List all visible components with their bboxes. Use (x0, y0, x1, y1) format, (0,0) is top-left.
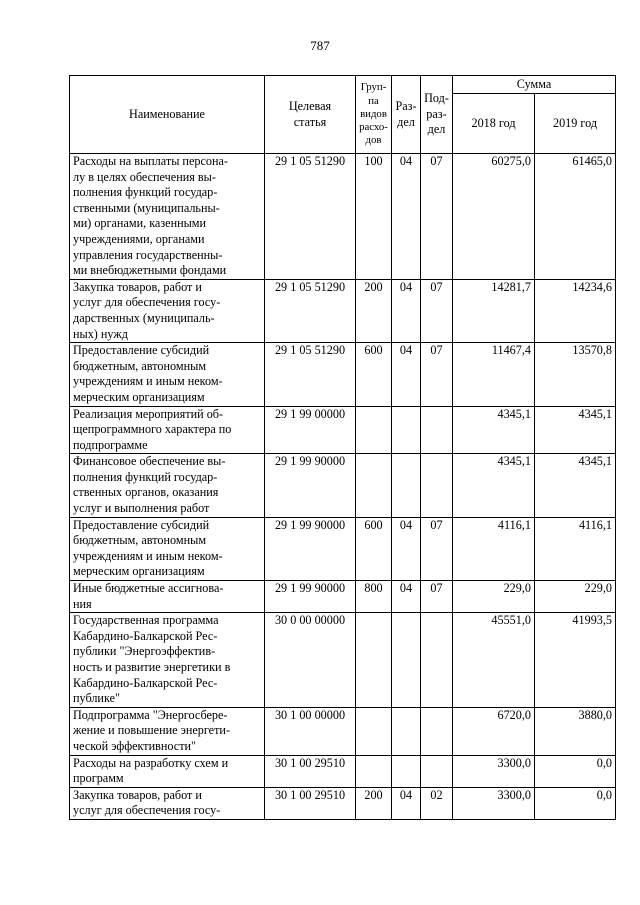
page-number: 787 (310, 38, 330, 53)
table-row (70, 343, 616, 406)
header-subsection-l1: Под- (424, 91, 449, 106)
header-group-l3: видов (360, 107, 387, 120)
row-name-line: Иные бюджетные ассигнова- (73, 581, 224, 596)
row-name-line: Кабардино-Балкарской Рес- (73, 628, 218, 643)
header-expense-group (356, 76, 392, 154)
row-name (70, 755, 265, 787)
row-name (70, 613, 265, 708)
row-subsection: 02 (421, 787, 453, 819)
table-row (70, 517, 616, 580)
row-name-line: Реализация мероприятий об- (73, 406, 224, 421)
row-name-line: ных) нужд (73, 326, 128, 341)
row-name-line: публике" (73, 691, 120, 706)
row-expense-group (356, 613, 392, 708)
row-section (392, 613, 421, 708)
row-name-line: бюджетным, автономным (73, 533, 207, 548)
row-subsection (421, 454, 453, 517)
row-sum-2019: 13570,8 (535, 343, 616, 406)
row-name-line: ми) органами, казенными (73, 216, 207, 231)
budget-table (69, 75, 616, 820)
row-name-line: учреждениям и иным неком- (73, 548, 223, 563)
row-name (70, 581, 265, 613)
row-name-line: Расходы на разработку схем и (73, 755, 229, 770)
row-name-line: полнения функций государ- (73, 469, 218, 484)
row-section (392, 707, 421, 755)
row-target-article: 30 1 00 29510 (265, 787, 356, 819)
header-section-l1: Раз- (395, 98, 417, 113)
row-expense-group: 600 (356, 343, 392, 406)
row-name-line: ческой эффективности" (73, 738, 197, 753)
row-target-article: 30 1 00 29510 (265, 755, 356, 787)
row-name-line: ственными (муниципальны- (73, 200, 220, 215)
row-name-line: Предоставление субсидий (73, 343, 210, 358)
row-sum-2019: 4116,1 (535, 517, 616, 580)
row-target-article: 30 1 00 00000 (265, 707, 356, 755)
row-expense-group (356, 755, 392, 787)
header-group-l1: Груп- (360, 81, 387, 94)
row-sum-2018: 45551,0 (453, 613, 535, 708)
row-section: 04 (392, 517, 421, 580)
row-name-line: управления государственны- (73, 247, 223, 262)
row-name (70, 787, 265, 819)
row-subsection (421, 755, 453, 787)
row-name-line: учреждениями, органами (73, 231, 205, 246)
row-sum-2018: 4116,1 (453, 517, 535, 580)
row-sum-2019: 4345,1 (535, 454, 616, 517)
row-name-line: ность и развитие энергетики в (73, 660, 231, 674)
row-subsection: 07 (421, 279, 453, 342)
row-sum-2018: 6720,0 (453, 707, 535, 755)
row-name-line: услуг для обеспечения госу- (73, 803, 221, 818)
row-expense-group: 800 (356, 581, 392, 613)
row-name-line: услуг и выполнения работ (73, 501, 210, 516)
row-target-article: 29 1 05 51290 (265, 343, 356, 406)
row-subsection: 07 (421, 517, 453, 580)
row-name-line: Закупка товаров, работ и (73, 787, 202, 802)
row-name-line: дарственных (муниципаль- (73, 310, 215, 325)
table-row (70, 279, 616, 342)
row-section: 04 (392, 581, 421, 613)
table-row (70, 581, 616, 613)
row-name-line: лу в целях обеспечения вы- (73, 169, 216, 184)
row-name-line: ми внебюджетными фондами (73, 263, 227, 278)
table-row (70, 454, 616, 517)
row-name-line: учреждениям и иным неком- (73, 374, 223, 389)
row-name (70, 279, 265, 342)
row-sum-2019: 41993,5 (535, 613, 616, 708)
row-sum-2018: 4345,1 (453, 406, 535, 454)
row-target-article: 30 0 00 00000 (265, 613, 356, 708)
table-row (70, 613, 616, 708)
row-name-line: жение и повышение энергети- (73, 723, 231, 738)
row-name-line: Расходы на выплаты персона- (73, 154, 228, 168)
row-section: 04 (392, 343, 421, 406)
row-target-article: 29 1 99 00000 (265, 406, 356, 454)
header-year-2019: 2019 год (535, 94, 616, 154)
row-sum-2018: 11467,4 (453, 343, 535, 406)
row-sum-2018: 4345,1 (453, 454, 535, 517)
header-group-l4: расхо- (359, 121, 388, 134)
row-sum-2019: 61465,0 (535, 154, 616, 280)
row-name-line: ния (73, 596, 92, 611)
header-group-l2: па (368, 94, 379, 107)
row-name-line: мерческим организациям (73, 564, 205, 579)
row-expense-group: 200 (356, 787, 392, 819)
row-expense-group: 600 (356, 517, 392, 580)
table-row (70, 154, 616, 280)
row-name (70, 343, 265, 406)
row-sum-2018: 3300,0 (453, 787, 535, 819)
row-name (70, 517, 265, 580)
header-group-l5: дов (365, 134, 382, 147)
table-row (70, 787, 616, 819)
row-sum-2019: 0,0 (535, 755, 616, 787)
table-body (70, 154, 616, 820)
header-name: Наименование (70, 76, 265, 154)
row-section (392, 454, 421, 517)
row-subsection (421, 406, 453, 454)
header-sum: Сумма (453, 76, 616, 94)
row-subsection: 07 (421, 343, 453, 406)
row-sum-2018: 229,0 (453, 581, 535, 613)
row-sum-2018: 14281,7 (453, 279, 535, 342)
row-section: 04 (392, 279, 421, 342)
row-expense-group (356, 707, 392, 755)
header-section-l2: дел (397, 114, 415, 129)
row-name-line: ственных органов, оказания (73, 485, 219, 500)
header-target-line1: Целевая (288, 98, 332, 113)
row-name-line: Предоставление субсидий (73, 517, 210, 532)
row-target-article: 29 1 99 90000 (265, 581, 356, 613)
table-header (70, 76, 616, 154)
row-section: 04 (392, 154, 421, 280)
row-sum-2019: 14234,6 (535, 279, 616, 342)
row-expense-group (356, 454, 392, 517)
row-sum-2019: 229,0 (535, 581, 616, 613)
row-name-line: мерческим организациям (73, 389, 205, 404)
row-name-line: услуг для обеспечения госу- (73, 295, 221, 310)
row-sum-2019: 3880,0 (535, 707, 616, 755)
row-expense-group: 200 (356, 279, 392, 342)
header-subsection (421, 76, 453, 154)
row-name-line: полнения функций государ- (73, 185, 218, 200)
row-name-line: Подпрограмма "Энергосбере- (73, 707, 228, 722)
row-name-line: публики "Энергоэффектив- (73, 644, 216, 659)
row-expense-group (356, 406, 392, 454)
row-subsection (421, 707, 453, 755)
table-row (70, 707, 616, 755)
row-name (70, 406, 265, 454)
row-section (392, 755, 421, 787)
row-sum-2019: 4345,1 (535, 406, 616, 454)
row-name-line: Государственная программа (73, 613, 219, 628)
table-row (70, 755, 616, 787)
row-name-line: Закупка товаров, работ и (73, 279, 202, 294)
row-name (70, 454, 265, 517)
row-name-line: Финансовое обеспечение вы- (73, 454, 226, 469)
row-name-line: бюджетным, автономным (73, 358, 207, 373)
row-section (392, 406, 421, 454)
row-name-line: щепрограммного характера по (73, 422, 232, 437)
header-target-article (265, 76, 356, 154)
row-sum-2019: 0,0 (535, 787, 616, 819)
row-subsection (421, 613, 453, 708)
row-name-line: подпрограмме (73, 437, 148, 452)
row-expense-group: 100 (356, 154, 392, 280)
row-name-line: Кабардино-Балкарской Рес- (73, 675, 218, 690)
header-subsection-l2: раз- (426, 106, 447, 121)
row-sum-2018: 3300,0 (453, 755, 535, 787)
row-target-article: 29 1 05 51290 (265, 154, 356, 280)
row-subsection: 07 (421, 154, 453, 280)
header-target-line2: статья (293, 114, 327, 129)
header-section (392, 76, 421, 154)
row-target-article: 29 1 99 90000 (265, 517, 356, 580)
row-target-article: 29 1 99 90000 (265, 454, 356, 517)
table-row (70, 406, 616, 454)
header-year-2018: 2018 год (453, 94, 535, 154)
row-section: 04 (392, 787, 421, 819)
row-subsection: 07 (421, 581, 453, 613)
row-name (70, 707, 265, 755)
row-name (70, 154, 265, 280)
row-sum-2018: 60275,0 (453, 154, 535, 280)
row-target-article: 29 1 05 51290 (265, 279, 356, 342)
header-subsection-l3: дел (427, 122, 446, 137)
row-name-line: программ (73, 771, 124, 786)
